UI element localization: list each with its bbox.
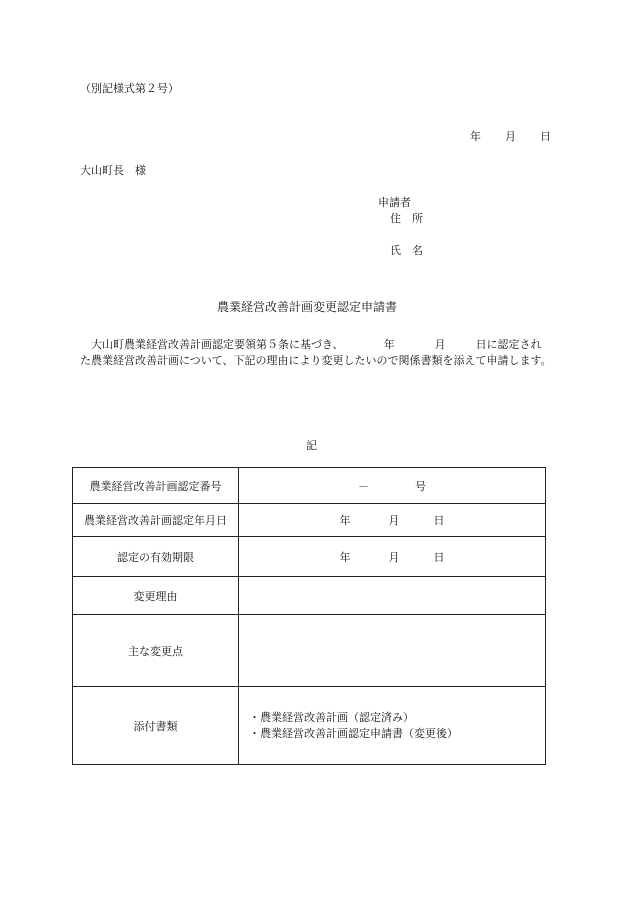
- table-row: [73, 687, 546, 765]
- cert-date-year: 年: [339, 514, 351, 527]
- table-row: [73, 615, 546, 687]
- attachment-item: ・農業経営改善計画（認定済み）: [249, 710, 414, 724]
- change-reason-cell: [239, 577, 546, 615]
- form-code: （別記様式第２号）: [80, 82, 179, 95]
- date-year: 年: [470, 130, 481, 143]
- table-row: [73, 537, 546, 577]
- date-day: 日: [540, 130, 551, 143]
- row-label: 添付書類: [73, 687, 239, 765]
- row-label: 農業経営改善計画認定年月日: [73, 504, 239, 537]
- info-table: [72, 467, 546, 765]
- cert-number-cell: [239, 468, 546, 504]
- applicant-name-label: 氏 名: [390, 244, 423, 257]
- cert-number-suffix: 号: [415, 479, 426, 493]
- expiry-date-year: 年: [339, 550, 351, 564]
- cert-number-dash: －: [358, 479, 369, 493]
- table-row: [73, 468, 546, 504]
- applicant-heading: 申請者: [378, 196, 411, 209]
- expiry-date-month: 月: [388, 550, 400, 564]
- row-label: 主な変更点: [73, 615, 239, 687]
- applicant-address-label: 住 所: [390, 212, 423, 225]
- date-month: 月: [505, 130, 516, 143]
- body-year: 年: [383, 338, 395, 351]
- recipient: 大山町長 様: [80, 164, 146, 177]
- main-changes-cell: [239, 615, 546, 687]
- row-label: 農業経営改善計画認定番号: [73, 468, 239, 504]
- table-row: [73, 504, 546, 537]
- cert-date-cell: [239, 504, 546, 537]
- cert-date-month: 月: [388, 514, 400, 527]
- body-text-post: 日に認定された農業経営改善計画について、下記の理由により変更したいので関係書類を添えて申請します。: [80, 338, 552, 367]
- cert-date-day: 日: [433, 514, 445, 527]
- date-line: [470, 128, 551, 144]
- table-row: [73, 577, 546, 615]
- body-month: 月: [434, 338, 446, 351]
- body-text-pre: 大山町農業経営改善計画認定要領第５条に基づき、: [91, 338, 344, 351]
- attachments-cell: [239, 687, 546, 765]
- body-paragraph: [80, 337, 552, 368]
- expiry-date-day: 日: [433, 550, 445, 564]
- attachment-item: ・農業経営改善計画認定申請書（変更後）: [249, 726, 458, 740]
- row-label: 変更理由: [73, 577, 239, 615]
- row-label: 認定の有効期限: [73, 537, 239, 577]
- expiry-date-cell: [239, 537, 546, 577]
- document-title: 農業経営改善計画変更認定申請書: [217, 300, 398, 314]
- ki-heading: 記: [306, 439, 317, 452]
